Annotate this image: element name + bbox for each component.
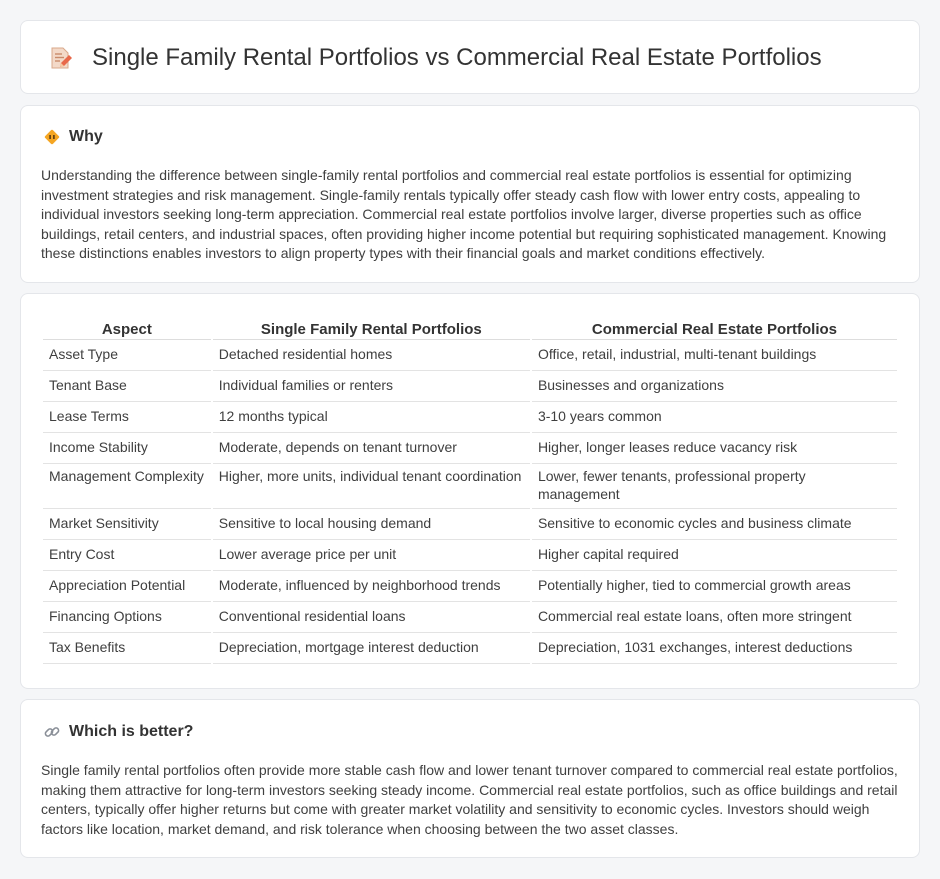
table-cell: Market Sensitivity xyxy=(43,509,211,540)
table-cell: Appreciation Potential xyxy=(43,571,211,602)
table-row xyxy=(43,633,897,664)
table-cell: Entry Cost xyxy=(43,540,211,571)
table-cell: Higher, more units, individual tenant coordination xyxy=(213,464,530,509)
table-cell: Depreciation, mortgage interest deduction xyxy=(213,633,530,664)
table-row xyxy=(43,571,897,602)
table-cell: Tax Benefits xyxy=(43,633,211,664)
table-cell: Management Complexity xyxy=(43,464,211,509)
table-cell: Moderate, depends on tenant turnover xyxy=(213,433,530,464)
table-cell: Higher capital required xyxy=(532,540,897,571)
table-cell: Lower, fewer tenants, professional property management xyxy=(532,464,897,509)
table-cell: Detached residential homes xyxy=(213,340,530,371)
why-text: Understanding the difference between single-family rental portfolios and commercial real estate portfolios is essential for optimizing investment strategies and risk management. Single-family rentals typically offer steady cash flow with lower entry costs, appealing to individual investors seeking long-term appreciation. Commercial real estate portfolios involve larger, diverse properties such as office buildings, retail centers, and industrial spaces, often providing higher income potential but requiring sophisticated management. Knowing these distinctions enables investors to align property types with their financial goals and market conditions effectively. xyxy=(41,167,887,261)
table-cell: Moderate, influenced by neighborhood trends xyxy=(213,571,530,602)
column-header-commercial: Commercial Real Estate Portfolios xyxy=(532,316,897,340)
table-cell: Individual families or renters xyxy=(213,371,530,402)
header-card xyxy=(20,20,920,94)
table-row xyxy=(43,433,897,464)
comparison-table xyxy=(41,316,899,664)
why-heading: Why xyxy=(69,128,103,145)
table-cell: Conventional residential loans xyxy=(213,602,530,633)
table-row xyxy=(43,340,897,371)
column-header-single-family: Single Family Rental Portfolios xyxy=(213,316,530,340)
better-heading: Which is better? xyxy=(69,723,194,740)
better-heading-row xyxy=(43,723,193,741)
table-cell: Income Stability xyxy=(43,433,211,464)
why-heading-row xyxy=(43,128,103,146)
table-cell: Tenant Base xyxy=(43,371,211,402)
column-header-aspect: Aspect xyxy=(43,316,211,340)
table-row xyxy=(43,402,897,433)
table-cell: Higher, longer leases reduce vacancy risk xyxy=(532,433,897,464)
table-cell: 3-10 years common xyxy=(532,402,897,433)
diamond-warning-icon xyxy=(43,128,61,146)
table-row xyxy=(43,371,897,402)
document-pencil-icon xyxy=(47,45,73,71)
table-cell: Office, retail, industrial, multi-tenant buildings xyxy=(532,340,897,371)
link-icon xyxy=(43,723,61,741)
table-cell: Businesses and organizations xyxy=(532,371,897,402)
table-cell: Lease Terms xyxy=(43,402,211,433)
table-row xyxy=(43,509,897,540)
table-cell: 12 months typical xyxy=(213,402,530,433)
table-cell: Depreciation, 1031 exchanges, interest deductions xyxy=(532,633,897,664)
table-cell: Commercial real estate loans, often more stringent xyxy=(532,602,897,633)
table-header-row xyxy=(43,316,897,340)
page-title: Single Family Rental Portfolios vs Commercial Real Estate Portfolios xyxy=(92,44,822,71)
better-text: Single family rental portfolios often provide more stable cash flow and lower tenant turnover compared to commercial real estate portfolios, making them attractive for long-term investors seeking steady income. Commercial real estate portfolios, such as office buildings and retail centers, typically offer higher returns but come with greater market volatility and sensitivity to economic cycles. Investors should weigh factors like location, market demand, and risk tolerance when choosing between the two asset classes. xyxy=(41,762,898,837)
table-cell: Sensitive to economic cycles and business climate xyxy=(532,509,897,540)
which-is-better-section xyxy=(20,699,920,858)
table-row xyxy=(43,602,897,633)
table-cell: Sensitive to local housing demand xyxy=(213,509,530,540)
table-row xyxy=(43,464,897,509)
table-cell: Lower average price per unit xyxy=(213,540,530,571)
comparison-section xyxy=(20,293,920,689)
table-cell: Potentially higher, tied to commercial growth areas xyxy=(532,571,897,602)
table-cell: Asset Type xyxy=(43,340,211,371)
table-row xyxy=(43,540,897,571)
why-section xyxy=(20,105,920,283)
table-cell: Financing Options xyxy=(43,602,211,633)
